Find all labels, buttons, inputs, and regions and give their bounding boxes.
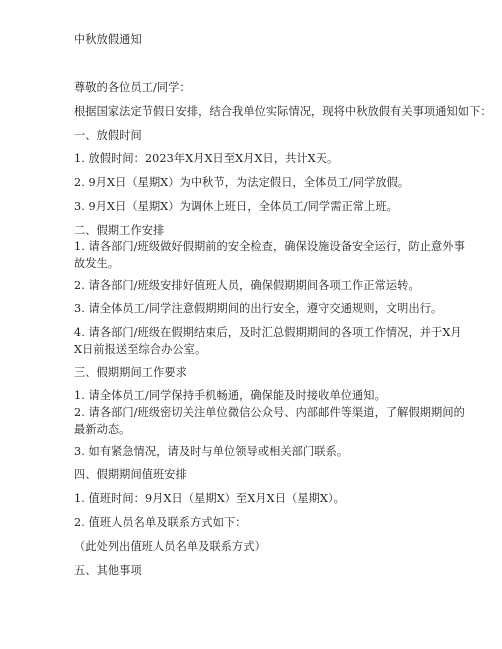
doc-title: 中秋放假通知	[74, 33, 142, 46]
list-item: 2. 请各部门/班级安排好值班人员，确保假期期间各项工作正常运转。	[74, 279, 420, 292]
list-item: 2. 请各部门/班级密切关注单位微信公众号、内部邮件等渠道，了解假期期间的最新动态。	[74, 406, 465, 436]
section-heading-1: 一、放假时间	[74, 129, 142, 142]
list-item: 1. 值班时间：9月X日（星期X）至X月X日（星期X）。	[74, 492, 345, 505]
section-heading-2: 二、假期工作安排	[74, 224, 165, 237]
list-item: （此处列出值班人员名单及联系方式）	[74, 540, 266, 553]
list-item: 3. 如有紧急情况，请及时与单位领导或相关部门联系。	[74, 445, 349, 458]
list-item: 1. 放假时间：2023年X月X日至X月X日，共计X天。	[74, 152, 339, 165]
section-heading-5: 五、其他事项	[74, 564, 142, 577]
list-item: 3. 9月X日（星期X）为调休上班日，全体员工/同学需正常上班。	[74, 200, 398, 213]
list-item: 2. 值班人员名单及联系方式如下：	[74, 516, 247, 529]
greeting: 尊敬的各位员工/同学：	[74, 81, 191, 94]
section-heading-3: 三、假期期间工作要求	[74, 366, 187, 379]
intro-paragraph: 根据国家法定节假日安排，结合我单位实际情况，现将中秋放假有关事项通知如下：	[74, 105, 492, 118]
list-item: 3. 请全体员工/同学注意假期期间的出行安全，遵守交通规则，文明出行。	[74, 302, 443, 315]
list-item: 4. 请各部门/班级在假期结束后，及时汇总假期期间的各项工作情况，并于X月X日前报送至综合办公室。	[74, 326, 462, 356]
list-item: 2. 9月X日（星期X）为中秋节，为法定假日，全体员工/同学放假。	[74, 176, 410, 189]
section-heading-4: 四、假期期间值班安排	[74, 468, 187, 481]
list-item: 1. 请全体员工/同学保持手机畅通，确保能及时接收单位通知。	[74, 389, 386, 402]
list-item: 1. 请各部门/班级做好假期前的安全检查，确保设施设备安全运行，防止意外事故发生。	[74, 240, 465, 270]
